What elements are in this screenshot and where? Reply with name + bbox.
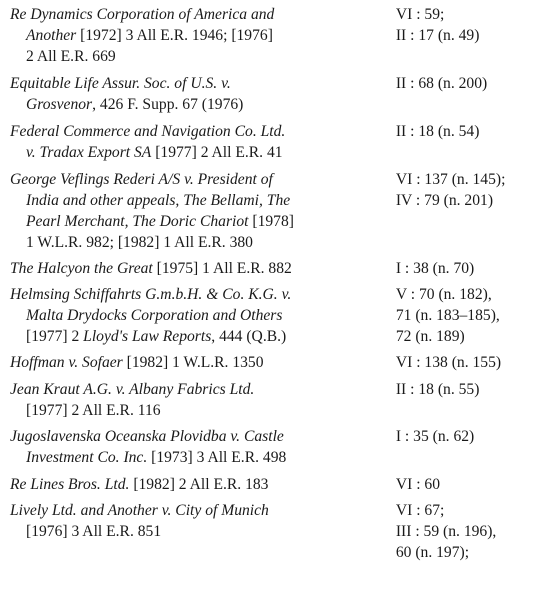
case-entry [10, 169, 545, 253]
case-citation [10, 352, 390, 373]
case-name-text: Another [26, 27, 77, 44]
case-name-text: Grosvenor [26, 96, 93, 113]
case-entry [10, 4, 545, 67]
case-name-text: The Halcyon the Great [10, 260, 153, 277]
case-line [10, 190, 390, 211]
reference-line: II : 17 (n. 49) [395, 27, 480, 44]
reference-line: VI : 137 (n. 145); [395, 171, 506, 188]
case-citation [10, 73, 390, 115]
case-line [10, 169, 390, 190]
case-references [390, 474, 545, 495]
case-name-text: Equitable Life Assur. Soc. of U.S. v. [10, 75, 231, 92]
case-entry [10, 426, 545, 468]
case-name-text: Lloyd's Law Reports [83, 328, 212, 345]
case-name-text: Re Lines Bros. Ltd. [10, 476, 130, 493]
case-line [10, 211, 390, 232]
case-references [390, 73, 545, 115]
case-citation [10, 121, 390, 163]
case-line [10, 73, 390, 94]
case-line [10, 258, 390, 279]
table-of-cases [10, 4, 545, 563]
case-entry [10, 284, 545, 347]
case-citation [10, 4, 390, 67]
case-entry [10, 352, 545, 373]
case-entry [10, 379, 545, 421]
case-line [10, 25, 390, 46]
citation-text: [1973] 3 All E.R. 498 [147, 449, 287, 466]
citation-text: [1977] 2 All E.R. 116 [26, 402, 161, 419]
reference-line: IV : 79 (n. 201) [395, 192, 494, 209]
reference-line: 72 (n. 189) [395, 328, 465, 345]
case-line [10, 521, 390, 542]
reference-line: 71 (n. 183–185), [395, 307, 500, 324]
case-line [10, 46, 390, 67]
reference-line: 60 (n. 197); [395, 544, 470, 561]
citation-text: [1972] 3 All E.R. 1946; [1976] [76, 27, 273, 44]
reference-line: II : 18 (n. 54) [395, 123, 480, 140]
case-citation [10, 169, 390, 253]
case-line [10, 352, 390, 373]
citation-text: [1976] 3 All E.R. 851 [26, 523, 162, 540]
case-name-text: Malta Drydocks Corporation and Others [26, 307, 283, 324]
case-line [10, 400, 390, 421]
citation-text: [1978] [248, 213, 294, 230]
case-references [390, 284, 545, 347]
case-name-text: Helmsing Schiffahrts G.m.b.H. & Co. K.G. v. [10, 286, 292, 303]
case-citation [10, 426, 390, 468]
case-name-text: Jean Kraut A.G. v. Albany Fabrics Ltd. [10, 381, 255, 398]
reference-line: VI : 67; [395, 502, 445, 519]
reference-line: III : 59 (n. 196), [395, 523, 497, 540]
case-citation [10, 474, 390, 495]
reference-line: I : 38 (n. 70) [395, 260, 475, 277]
case-references [390, 426, 545, 468]
case-line [10, 305, 390, 326]
case-name-text: v. Tradax Export SA [26, 144, 152, 161]
case-citation [10, 500, 390, 563]
reference-line: I : 35 (n. 62) [395, 428, 475, 445]
case-line [10, 121, 390, 142]
case-references [390, 352, 545, 373]
case-line [10, 447, 390, 468]
case-name-text: George Veflings Rederi A/S v. President of [10, 171, 273, 188]
case-line [10, 94, 390, 115]
case-references [390, 258, 545, 279]
case-line [10, 500, 390, 521]
reference-line: II : 68 (n. 200) [395, 75, 488, 92]
case-entry [10, 258, 545, 279]
case-name-text: Investment Co. Inc. [26, 449, 148, 466]
case-name-text: Re Dynamics Corporation of America and [10, 6, 275, 23]
case-line [10, 142, 390, 163]
case-name-text: Lively Ltd. and Another v. City of Munich [10, 502, 269, 519]
case-entry [10, 73, 545, 115]
case-entry [10, 474, 545, 495]
case-name-text: Pearl Merchant, The Doric Chariot [26, 213, 249, 230]
case-entry [10, 121, 545, 163]
case-line [10, 474, 390, 495]
case-references [390, 4, 545, 67]
citation-text: 2 All E.R. 669 [26, 48, 116, 65]
case-citation [10, 258, 390, 279]
case-line [10, 284, 390, 305]
citation-text: [1982] 1 W.L.R. 1350 [122, 354, 264, 371]
case-references [390, 169, 545, 253]
case-references [390, 379, 545, 421]
case-citation [10, 379, 390, 421]
reference-line: V : 70 (n. 182), [395, 286, 492, 303]
citation-text: [1977] 2 All E.R. 41 [151, 144, 283, 161]
case-name-text: Jugoslavenska Oceanska Plovidba v. Castle [10, 428, 284, 445]
citation-text: [1982] 2 All E.R. 183 [129, 476, 269, 493]
citation-text: [1977] 2 [26, 328, 84, 345]
citation-text: , 426 F. Supp. 67 (1976) [92, 96, 244, 113]
case-references [390, 121, 545, 163]
case-line [10, 4, 390, 25]
case-name-text: India and other appeals, The Bellami, The [26, 192, 291, 209]
case-line [10, 232, 390, 253]
citation-text: 1 W.L.R. 982; [1982] 1 All E.R. 380 [26, 234, 253, 251]
case-line [10, 379, 390, 400]
reference-line: VI : 60 [395, 476, 441, 493]
case-line [10, 426, 390, 447]
reference-line: VI : 59; [395, 6, 445, 23]
case-name-text: Hoffman v. Sofaer [10, 354, 123, 371]
reference-line: VI : 138 (n. 155) [395, 354, 502, 371]
reference-line: II : 18 (n. 55) [395, 381, 480, 398]
case-name-text: Federal Commerce and Navigation Co. Ltd. [10, 123, 286, 140]
case-line [10, 326, 390, 347]
case-entry [10, 500, 545, 563]
citation-text: , 444 (Q.B.) [211, 328, 287, 345]
case-citation [10, 284, 390, 347]
citation-text: [1975] 1 All E.R. 882 [152, 260, 292, 277]
case-references [390, 500, 545, 563]
